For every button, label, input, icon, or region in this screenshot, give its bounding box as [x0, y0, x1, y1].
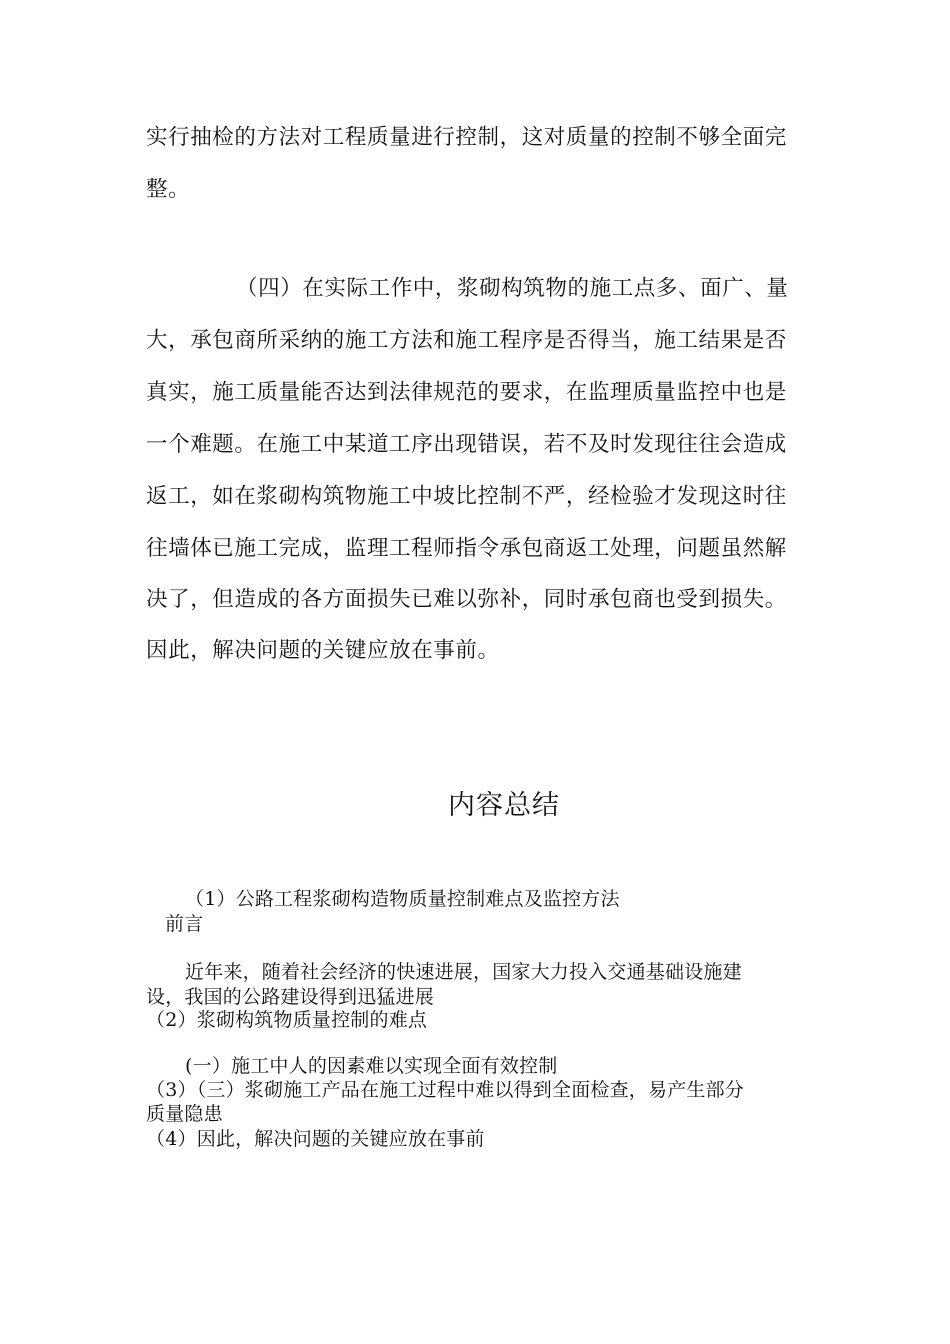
- paragraph-line: 因此，解决问题的关键应放在事前。: [146, 638, 500, 663]
- paragraph-line: 往墙体已施工完成，监理工程师指令承包商返工处理，问题虽然解: [146, 536, 787, 561]
- summary-line: 质量隐患: [146, 1103, 223, 1125]
- summary-line: 近年来，随着社会经济的快速进展，国家大力投入交通基础设施建: [185, 961, 742, 983]
- summary-line: （2）浆砌构筑物质量控制的难点: [146, 1009, 428, 1031]
- paragraph-line: （四）在实际工作中，浆砌构筑物的施工点多、面广、量: [236, 276, 789, 301]
- paragraph-line: 整。: [146, 177, 191, 202]
- paragraph-line: 实行抽检的方法对工程质量进行控制，这对质量的控制不够全面完: [146, 125, 787, 150]
- summary-line: 前言: [165, 913, 204, 935]
- summary-line: （1）公路工程浆砌构造物质量控制难点及监控方法: [185, 888, 620, 910]
- paragraph-line: 返工，如在浆砌构筑物施工中坡比控制不严，经检验才发现这时往: [146, 484, 787, 509]
- summary-line: （3）（三）浆砌施工产品在施工过程中难以得到全面检查，易产生部分: [146, 1079, 744, 1101]
- paragraph-line: 一个难题。在施工中某道工序出现错误，若不及时发现往往会造成: [146, 432, 787, 457]
- paragraph-line: 真实，施工质量能否达到法律规范的要求，在监理质量监控中也是: [146, 380, 787, 405]
- summary-line: （4）因此，解决问题的关键应放在事前: [146, 1128, 485, 1150]
- paragraph-line: 决了，但造成的各方面损失已难以弥补，同时承包商也受到损失。: [146, 587, 787, 612]
- summary-heading: 内容总结: [448, 790, 560, 821]
- paragraph-line: 大，承包商所采纳的施工方法和施工程序是否得当，施工结果是否: [146, 328, 787, 353]
- summary-line: (一）施工中人的因素难以实现全面有效控制: [185, 1055, 558, 1077]
- summary-line: 设，我国的公路建设得到迅猛进展: [146, 986, 435, 1008]
